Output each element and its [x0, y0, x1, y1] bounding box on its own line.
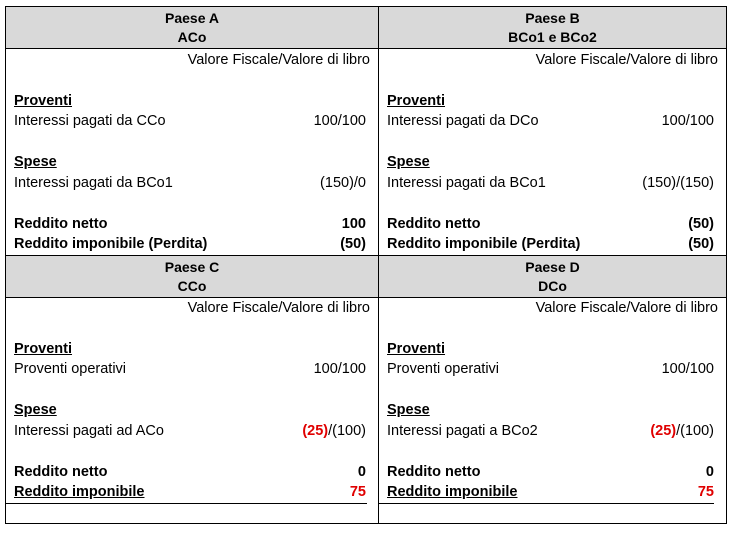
net-income-label: Reddito netto — [387, 464, 481, 480]
expense-value: (150)/0 — [320, 175, 366, 191]
net-income-value: 0 — [357, 464, 366, 480]
income-value: 100/100 — [661, 361, 714, 377]
expense-heading: Spese — [387, 154, 430, 170]
panel-paese-a — [5, 7, 379, 255]
taxable-income-value: 75 — [697, 484, 714, 500]
panel-paese-c — [5, 255, 379, 523]
income-heading: Proventi — [14, 341, 73, 357]
column-header: Valore Fiscale/Valore di libro — [187, 300, 370, 316]
income-value: 100/100 — [661, 113, 714, 129]
panel-paese-b — [379, 7, 727, 255]
panel-paese-d — [379, 255, 727, 523]
income-heading: Proventi — [387, 341, 446, 357]
column-header: Valore Fiscale/Valore di libro — [535, 52, 718, 68]
income-label: Interessi pagati da CCo — [14, 113, 166, 129]
taxable-income-label: Reddito imponibile (Perdita) — [14, 236, 208, 252]
entity-name: DCo — [538, 278, 567, 294]
expense-value: (150)/(150) — [642, 175, 714, 191]
net-income-label: Reddito netto — [14, 216, 108, 232]
country-name: Paese C — [164, 259, 220, 275]
tax-comparison-table — [5, 6, 727, 524]
expense-heading: Spese — [14, 154, 57, 170]
taxable-income-label: Reddito imponibile — [14, 484, 145, 500]
country-name: Paese D — [525, 259, 580, 275]
income-label: Proventi operativi — [387, 361, 500, 377]
expense-value-book: /(100) — [676, 423, 714, 439]
expense-value-tax: (25) — [302, 423, 329, 439]
expense-value-tax: (25) — [650, 423, 677, 439]
net-income-value: 0 — [705, 464, 714, 480]
expense-label: Interessi pagati da BCo1 — [387, 175, 546, 191]
taxable-income-label: Reddito imponibile (Perdita) — [387, 236, 581, 252]
taxable-income-value: 75 — [349, 484, 366, 500]
income-heading: Proventi — [387, 93, 446, 109]
entity-name: ACo — [177, 29, 207, 45]
panel-header — [379, 7, 726, 49]
taxable-income-value: (50) — [688, 236, 714, 252]
expense-value — [302, 422, 366, 440]
expense-label: Interessi pagati ad ACo — [14, 423, 164, 439]
entity-name: BCo1 e BCo2 — [508, 29, 597, 45]
net-income-label: Reddito netto — [387, 216, 481, 232]
panel-header — [379, 255, 726, 298]
country-name: Paese B — [525, 10, 580, 26]
country-name: Paese A — [165, 10, 219, 26]
expense-value — [650, 422, 714, 440]
panel-header — [6, 255, 378, 298]
taxable-underline — [379, 503, 714, 504]
column-header: Valore Fiscale/Valore di libro — [187, 52, 370, 68]
income-heading: Proventi — [14, 93, 73, 109]
income-label: Interessi pagati da DCo — [387, 113, 539, 129]
net-income-value: (50) — [688, 216, 714, 232]
taxable-underline — [6, 503, 367, 504]
taxable-income-label: Reddito imponibile — [387, 484, 518, 500]
expense-label: Interessi pagati da BCo1 — [14, 175, 173, 191]
entity-name: CCo — [177, 278, 207, 294]
expense-value-book: /(100) — [328, 423, 366, 439]
panel-header — [6, 7, 378, 49]
expense-label: Interessi pagati a BCo2 — [387, 423, 538, 439]
taxable-income-value: (50) — [340, 236, 366, 252]
income-value: 100/100 — [313, 113, 366, 129]
income-value: 100/100 — [313, 361, 366, 377]
expense-heading: Spese — [387, 402, 430, 418]
income-label: Proventi operativi — [14, 361, 127, 377]
column-header: Valore Fiscale/Valore di libro — [535, 300, 718, 316]
expense-heading: Spese — [14, 402, 57, 418]
net-income-value: 100 — [341, 216, 366, 232]
net-income-label: Reddito netto — [14, 464, 108, 480]
